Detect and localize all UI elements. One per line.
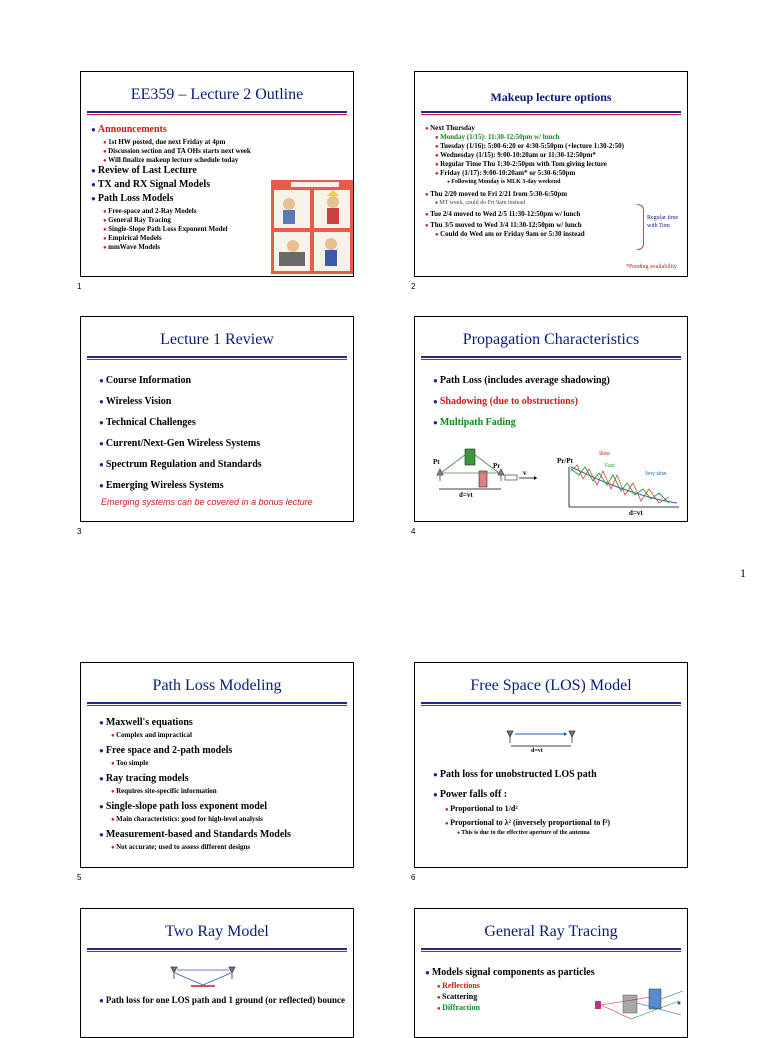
bullet: ● Path Loss (includes average shadowing) xyxy=(433,375,681,387)
v-label: v xyxy=(523,469,527,477)
bullet: ● Current/Next-Gen Wireless Systems xyxy=(99,438,347,450)
two-ray-figure xyxy=(169,963,239,991)
bullet: ● TX and RX Signal Models xyxy=(91,179,347,191)
sub-bullet: ● Regular Time Thu 1:30-2:50pm with Tom giving lecture xyxy=(435,160,683,169)
page-number: 1 xyxy=(740,566,746,580)
sub-bullet: ● Monday (1/15): 11:30-12:50pm w/ lunch xyxy=(435,133,683,142)
slide-body xyxy=(99,717,347,852)
los-figure xyxy=(503,725,583,753)
sub-bullet: ● Too simple xyxy=(111,759,347,768)
slide-number: 4 xyxy=(411,527,416,536)
title-rule-blue xyxy=(87,702,347,704)
slide-8 xyxy=(414,908,688,1038)
sub-bullet: ● Discussion section and TA OHs starts next week xyxy=(103,147,347,156)
slide-7 xyxy=(80,908,354,1038)
d2-label: d=vt xyxy=(629,509,643,517)
title-rule-blue xyxy=(87,356,347,358)
title-rule-red xyxy=(421,705,681,706)
sub-bullet: ● mmWave Models xyxy=(103,243,347,252)
sub-bullet: ● Will finalize makeup lecture schedule today xyxy=(103,156,347,165)
slide-title: Free Space (LOS) Model xyxy=(470,677,632,694)
bullet: ● Free space and 2-path models xyxy=(99,745,347,757)
sub-bullet: ● Main characteristics: good for high-level analysis xyxy=(111,815,347,824)
bullet: ● Path Loss Models xyxy=(91,193,347,205)
sub-bullet: ● Not accurate; used to assess different designs xyxy=(111,843,347,852)
slide-body xyxy=(99,375,347,507)
title-rule-blue xyxy=(421,702,681,704)
sub-bullet: ● General Ray Tracing xyxy=(103,216,347,225)
slide-note: Emerging systems can be covered in a bonus lecture xyxy=(101,497,313,507)
bullet: ● Path loss for unobstructed LOS path xyxy=(433,769,681,781)
slide-title: EE359 – Lecture 2 Outline xyxy=(130,86,304,103)
title-rule-red xyxy=(87,359,347,360)
title-rule-blue xyxy=(421,356,681,358)
title-rule-red xyxy=(421,951,681,952)
sub-bullet: ● 1st HW posted, due next Friday at 4pm xyxy=(103,138,347,147)
slide-title: Two Ray Model xyxy=(165,923,269,940)
title-rule-red xyxy=(87,705,347,706)
bullet: ● Announcements xyxy=(91,124,347,136)
bullet: ● Maxwell's equations xyxy=(99,717,347,729)
slide-body xyxy=(99,995,347,1008)
sub-bullet: ● Could do Wed am or Friday 9am or 5:30 instead xyxy=(435,230,683,239)
bullet: ● Emerging Wireless Systems xyxy=(99,480,347,492)
sub-sub-bullet: ● This is due to the effective aperture of the antenna xyxy=(457,829,681,838)
title-rule-red xyxy=(421,114,681,115)
slide-4 xyxy=(414,316,688,522)
slide-3 xyxy=(80,316,354,522)
sub-bullet: ● Reflections xyxy=(437,981,681,992)
slide-1 xyxy=(80,71,354,277)
slow-label: Slow xyxy=(599,451,610,457)
ray-tracing-figure xyxy=(591,983,687,1025)
title-rule-blue xyxy=(87,111,347,113)
bullet: ● Ray tracing models xyxy=(99,773,347,785)
brace xyxy=(637,204,644,250)
slide-body xyxy=(433,769,681,838)
bullet: ● Review of Last Lecture xyxy=(91,165,347,177)
bullet: ● Power falls off : xyxy=(433,789,681,801)
slide-title: Lecture 1 Review xyxy=(160,331,274,348)
sub-bullet: ● Requires site-specific information xyxy=(111,787,347,796)
bullet: ● Technical Challenges xyxy=(99,417,347,429)
slide-number: 3 xyxy=(77,527,82,536)
sub-bullet: ● Scattering xyxy=(437,992,681,1003)
propagation-figure xyxy=(429,445,685,517)
sub-bullet: ● Single-Slope Path Loss Exponent Model xyxy=(103,225,347,234)
sub-bullet: ● Tuesday (1/16): 5:00-6:20 or 4:30-5:50pm (+lecture 1:30-2:50) xyxy=(435,142,683,151)
slide-number: 5 xyxy=(77,873,82,882)
bullet: ● Path loss for one LOS path and 1 ground (or reflected) bounce xyxy=(99,995,347,1006)
slide-title: Path Loss Modeling xyxy=(152,677,282,694)
comic-illustration xyxy=(271,180,353,274)
sub-bullet: ● Diffraction xyxy=(437,1003,681,1014)
sub-bullet: ● Free-space and 2-Ray Models xyxy=(103,207,347,216)
bullet: ● Spectrum Regulation and Standards xyxy=(99,459,347,471)
bullet: ● Wireless Vision xyxy=(99,396,347,408)
slide-title: Propagation Characteristics xyxy=(462,331,640,348)
slide-number: 1 xyxy=(77,282,82,291)
footnote: *Pending availability xyxy=(625,264,677,270)
sub-bullet-note: ● MT week, could do Fri 9am instead xyxy=(435,199,683,208)
d-label: d=vt xyxy=(531,748,543,753)
title-rule-red xyxy=(421,359,681,360)
slide-5 xyxy=(80,662,354,868)
bullet: ● Tue 2/4 moved to Wed 2/5 11:30-12:50pm w/ lunch xyxy=(425,210,683,219)
sub-bullet: ● Proportional to λ² (inversely proportional to f²) xyxy=(445,818,681,829)
sub-sub-bullet: ● Following Monday is MLK 3-day weekend xyxy=(447,178,683,187)
very-slow-label: Very slow xyxy=(645,471,667,477)
bullet: ● Thu 3/5 moved to Wed 3/4 11:30-12:50pm w/ lunch xyxy=(425,221,683,230)
slide-title: Makeup lecture options xyxy=(490,90,612,104)
bullet: ● Shadowing (due to obstructions) xyxy=(433,396,681,408)
slide-6 xyxy=(414,662,688,868)
fast-label: Fast xyxy=(605,463,615,469)
slide-2 xyxy=(414,71,688,277)
title-rule-blue xyxy=(87,948,347,950)
pr-label: Pr xyxy=(493,462,501,470)
d-label: d=vt xyxy=(459,491,473,499)
brace-label: Regular time with Tom xyxy=(647,215,679,229)
title-rule-red xyxy=(87,951,347,952)
slide-body xyxy=(433,375,681,431)
bullet: ● Models signal components as particles xyxy=(425,967,681,979)
title-rule-blue xyxy=(421,111,681,113)
sub-bullet: ● Proportional to 1/d² xyxy=(445,804,681,815)
slide-number: 6 xyxy=(411,873,416,882)
sub-bullet: ● Empirical Models xyxy=(103,234,347,243)
bullet: ● Single-slope path loss exponent model xyxy=(99,801,347,813)
bullet: ● Thu 2/20 moved to Fri 2/21 from 5:30-6:50pm xyxy=(425,190,683,199)
bullet: ● Course Information xyxy=(99,375,347,387)
title-rule-red xyxy=(87,114,347,115)
sub-bullet: ● Wednesday (1/15): 9:00-10:20am or 11:30-12:50pm* xyxy=(435,151,683,160)
slide-number: 2 xyxy=(411,282,416,291)
pt-label: Pt xyxy=(433,458,440,466)
sub-bullet: ● Complex and impractical xyxy=(111,731,347,740)
bullet: ● Measurement-based and Standards Models xyxy=(99,829,347,841)
slide-title: General Ray Tracing xyxy=(484,923,618,940)
ratio-label: Pr/Pt xyxy=(557,457,573,465)
title-rule-blue xyxy=(421,948,681,950)
sub-bullet: ● Friday (1/17): 9:00-10:20am* or 5:30-6:50pm xyxy=(435,169,683,178)
bullet: ● Multipath Fading xyxy=(433,417,681,429)
bullet: ● Next Thursday xyxy=(425,124,683,133)
